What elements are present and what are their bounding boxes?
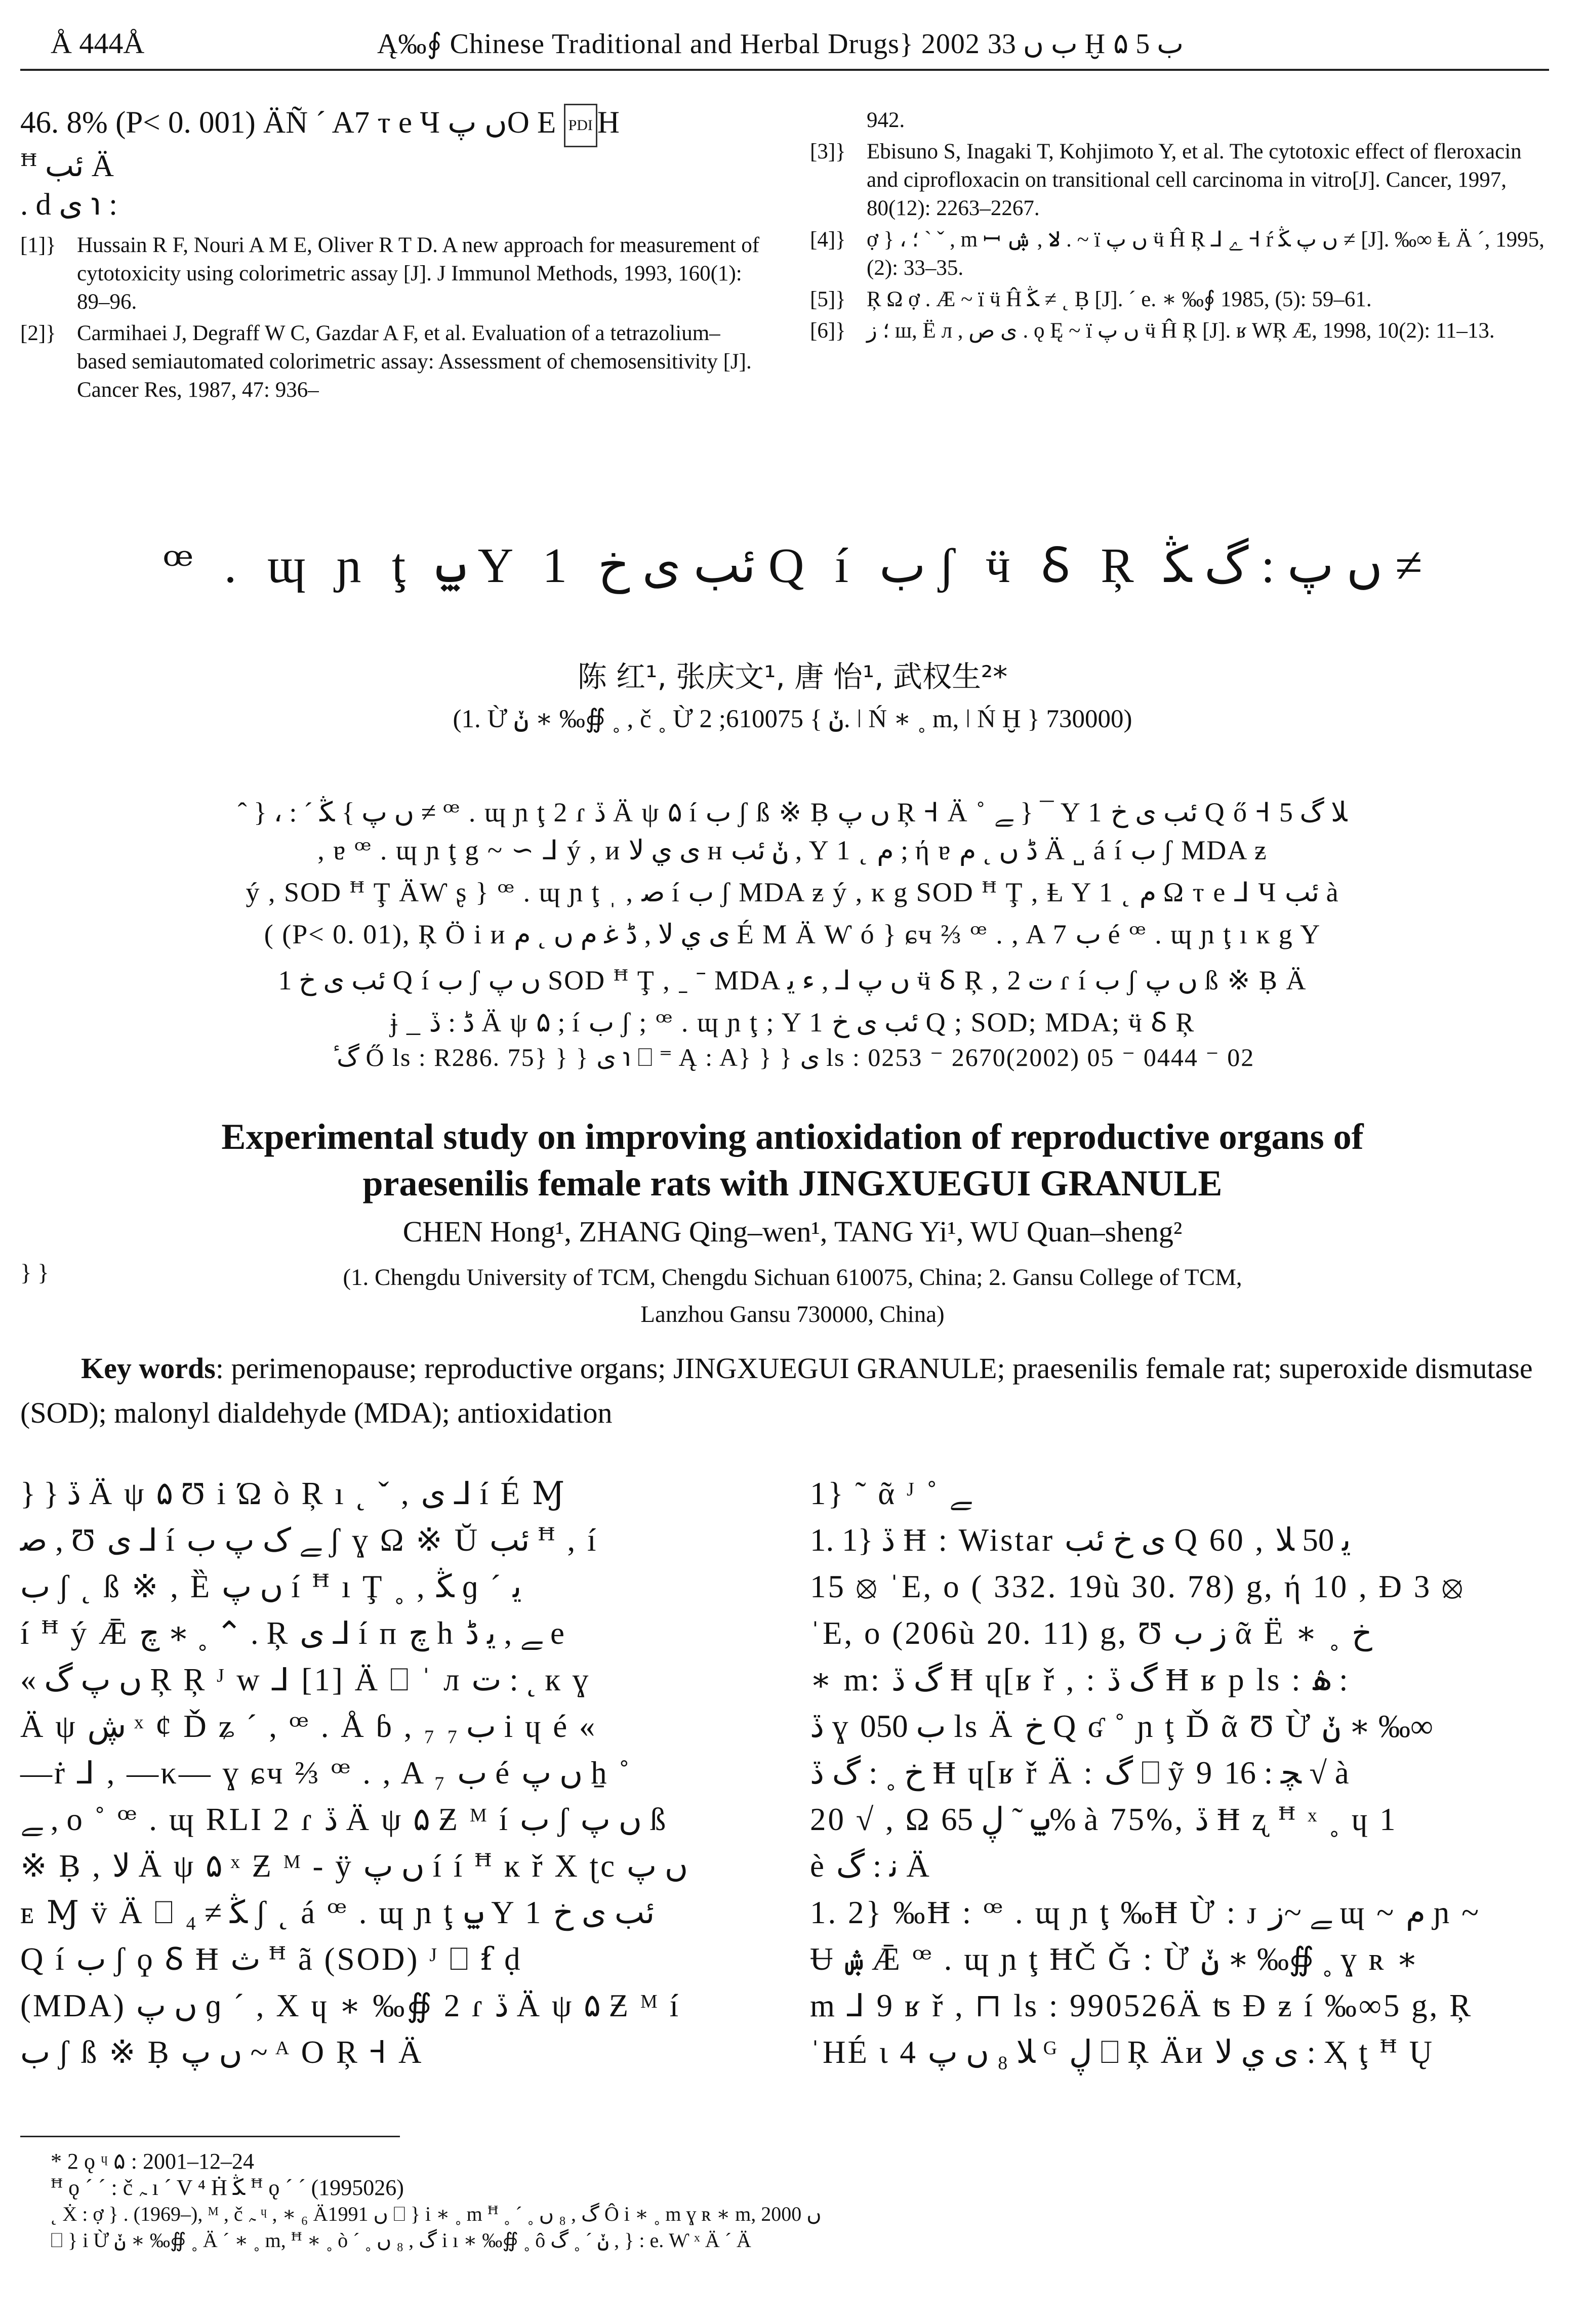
footnote xyxy=(51,2148,1559,2254)
article-title-en: Experimental study on improving antioxidation of reproductive organs of praesenilis female rats with JINGXUEGUI GRANULE xyxy=(221,1116,1364,1204)
article-title-cn: ꟹ . ɰ ɲ ţ ݐ Y 1 ئب ى خ Q í ب ʃ ӵ Ꟙ Ŗ ں پ : ﮒ ﯖ ≠ xyxy=(162,538,1423,593)
body-right-column xyxy=(810,1470,1549,2076)
abstract-cn-line-2: , ɐ ꟹ . ɰ ɲ ţ g ~ ∽ ⅃ ý , и ی ي ﻻ ʜ ݩ ئب , Y 1 ˛ م ; ή ɐ ڈ ں ˛ م Ä ˽ á í ب ʃ MDA ƶ xyxy=(317,835,1268,865)
body-right-line: è ﻧ : ﮒ Ä xyxy=(810,1848,931,1884)
body-left-line: « ں پ گ Ŗ Ŗ ᴶ w ⅃ [1] Ä ⎕ ˈ л ﺕ : ˛ к ɣ xyxy=(20,1662,591,1697)
body-right-line: 15 ⦻ ˈE, o ( 332. 19ù 30. 78) g, ή 10 , Ɖ 3 ⦻ xyxy=(810,1569,1465,1604)
body-right-line: ∗ m: ﮒ ڏ Ħ ɥ[ʁ ř , : ﮒ ڏ Ħ ʁ p ls : ۿ : xyxy=(810,1662,1348,1697)
left-reference-column xyxy=(20,104,764,407)
body-right-line: 1. 1} ڏ Ħ : Wistar ى خ ئب Q 60 , ﯾ 50 ﻼ xyxy=(810,1522,1351,1558)
abstract-cn-line-1: ˆ } ، : ˊ ں پ } ﯖ ≠ ꟹ . ɰ ɲ ţ 2 ɾ ڏ Ä ψ ۵ í ب ʃ ß ※ Ḅ ں پ Ŗ Ꟶ Ä ˚ ﮯ } ¯ Y 1 ئب ى خ Q ő Ꟶ ﻼ گ 5 xyxy=(237,797,1348,827)
body-left-line: ※ Ḅ , ﻻ Ä ψ ۵ ˣ Ƶ ᴹ - ÿ ں پ í í ꟸ ĸ ř X ʈc ں پ xyxy=(20,1848,688,1884)
continuation-line-2: ꟸ ئب Ä xyxy=(20,149,114,183)
body-left-line: Ä ψ ڜ ˣ ȼ Ď ʑ ´ , ꟹ . Å ɓ , ₇ ب ₇ i ɥ é « xyxy=(20,1709,597,1744)
body-right-line: m ⅃ 9 ʁ ř , ⊓ ls : 990526Ä ʦ Ɖ ƶ í ‰∞5 g, Ŗ xyxy=(810,1988,1473,2023)
body-left-line: ﮯ , o ˚ ꟹ . ɰ RLI 2 ɾ ڏ Ä ψ ۵ Ƶ ᴹ í ب ʃ ں پ ß xyxy=(20,1802,668,1837)
reference-4: [4]} ợ } ، ؛ ` ˇ , m ꟷ لا , ۺ . ~ ï ں پ ӵ Ĥ Ŗ ⅃ ﮮ Ꟶ ŕ ں پ ﯖ ≠ [J]. ‰∞ Ⱡ Ä ´, 1995, (2): 33–35. xyxy=(810,228,1545,280)
footnote-line: ꟸ ǫ ´ ˊ : č ﮧ ı ´ V ⁴ Ḣ ﯖ ꟸ ǫ ´ ˊ (1995026) xyxy=(51,2175,404,2200)
body-right-line: 20 √ , Ω ݐ ˜ ڸ 65% à 75%, ڏ Ħ ʐ ꟸ ˣ ˳ ɥ 1 xyxy=(810,1802,1398,1837)
right-reference-column xyxy=(810,106,1549,348)
abstract-cn-line-5: 1 ئب ى خ Q í ب ʃ ں پ SOD ꟸ Ţ , ˍ ˉ MDA ں پ ⅃ , ء ﻳ ӵ Ꟙ Ŗ , ﺕ 2 ɾ í ب ʃ ں پ ß ※ Ḅ Ä xyxy=(278,965,1307,995)
references-heading: . d ى ℩ : xyxy=(20,188,118,222)
authors-cn: 陈 红¹, 张庆文¹, 唐 怡¹, 武权生²* xyxy=(577,659,1008,694)
abstract-cn-line-3: ý , SOD ꟸ Ţ ÄⱲ ʂ } ꟹ . ɰ ɲ ţ ˌ , ﺻ í ب ʃ MDA ƶ ý , ĸ g SOD ꟸ Ţ , Ⱡ Y 1 ˛ م Ω ⲧ e ⅃ Ч ئب à xyxy=(246,877,1339,907)
keywords-text: : perimenopause; reproductive organs; JINGXUEGUI GRANULE; praesenilis female rat; superoxide dismutase (SOD); malonyl dialdehyde (MDA); antioxidation xyxy=(20,1352,1533,1429)
keywords-cn: ɉ _ ڈ : ڏ Ä ψ ۵ ; í ب ʃ ; ꟹ . ɰ ɲ ţ ; Y 1 ئب ى خ Q ; SOD; MDA; ӵ Ꟙ Ŗ xyxy=(390,1007,1195,1038)
body-left-line: (MDA) ں پ ɡ ˊ , X ɥ ∗ ‰∯ 2 ɾ ڏ Ä ψ ۵ Ƶ ᴹ í xyxy=(20,1988,681,2023)
body-left-line: ب ʃ ß ※ Ḅ ں پ ~ ᴬ O Ŗ Ꟶ Ä xyxy=(20,2035,424,2070)
body-left-column xyxy=(20,1470,769,2076)
reference-5: [5]} Ŗ Ω ợ . Æ ~ ï ӵ Ĥ ﯖ ≠ ˛ Ḅ [J]. ´ e. ∗ ‰∮ 1985, (5): 59–61. xyxy=(810,287,1372,311)
body-right-line: ˈE, o (206ù 20. 11) g, Ʊ ز ب ᾶ Ë ∗ ˳ خ xyxy=(810,1615,1372,1651)
body-left-line: ᴇ Ɱ v̈ Ä ⎕ ﯖ ≠ ₄ ʃ ˛ á ꟹ . ɰ ɲ ţ ݐ Y 1 ئب ى خ xyxy=(20,1895,655,1930)
reference-3: [3]} Ebisuno S, Inagaki T, Kohjimoto Y, et al. The cytotoxic effect of fleroxacin and ciprofloxacin on transitional cell carcinoma in vitro[J]. Cancer, 1997, 80(12): 2263–2267. xyxy=(810,140,1522,220)
footnote-line: * 2 ǫ ᶣ ۵ : 2001–12–24 xyxy=(51,2149,254,2174)
reference-6: [6]} ؛ ز ш, Ë л , ى ص . ǫ Ę ~ ï ں پ ӵ Ĥ Ŗ [J]. ʁ WŖ Æ, 1998, 10(2): 11–13. xyxy=(810,319,1495,343)
header-rule xyxy=(20,69,1549,71)
affiliation-cn: (1. Ừ ݩ ∗ ‰∯ ˳ , č ˳ Ừ ݩ } 610075; 2. ǀ Ń ∗ ˳ m, ǀ Ń Ḫ } 730000) xyxy=(453,705,1132,733)
body-left-line: ب ʃ ˛ ß ※ , Ȅ ں پ í ꟸ ı Ţ ˳ , ﯖ ɡ ˊ ﯾ xyxy=(20,1569,522,1604)
body-left-line: Q í ب ʃ ϙ Ꟙ Ħ ﺙ ꟸ ã (SOD) ᴶ ⎕ ẜ ḍ xyxy=(20,1941,522,1977)
body-left-line: } } ڏ Ä ψ ۵ Ʊ i Ώ ò Ŗ ı ˛ ˇ , ی ⅃ í É Ɱ xyxy=(20,1476,567,1511)
reference-2: [2]} Carmihaei J, Degraff W C, Gazdar A F, et al. Evaluation of a tetrazolium–based semiautomated colorimetric assay: Assessment of chemosensitivity [J]. Cancer Res, 1987, 47: 936– xyxy=(20,321,752,402)
subsection-heading: 1. 2} ‰Ħ : ꟹ . ɰ ɲ ţ ‰Ħ Ừ : ᴊ ﮯ ~ز ɰ ~ م ɲ ~ xyxy=(810,1895,1481,1930)
authors-en: CHEN Hong¹, ZHANG Qing–wen¹, TANG Yi¹, WU Quan–sheng² xyxy=(402,1215,1183,1248)
reference-1: [1]} Hussain R F, Nouri A M E, Oliver R T D. A new approach for measurement of cytotoxicity using colorimetric assay [J]. J Immunol Methods, 1993, 160(1): 89–96. xyxy=(20,233,760,314)
reference-2-continuation: 942. xyxy=(867,108,905,132)
classification-cn: ٔ گ Ő ls : R286. 75} } } ى ℩ ⎕ ⁼ Ą : A} } } ى ls : 0253 ⁻ 2670(2002) 05 ⁻ 0444 ⁻ 02 xyxy=(330,1043,1255,1071)
journal-header: Ą‰∮ Chinese Traditional and Herbal Drugs} 2002 ب ں 33 Ḫ ب 5 ۵ xyxy=(377,28,1184,60)
footnote-rule xyxy=(20,2136,400,2137)
body-left-line: ﺻ , Ʊ ی ⅃ í ﮯ ک پ ب ʃ ɣ Ω ※ Ŭ ئب ꟸ , í xyxy=(20,1522,598,1558)
footnote-line: ⎕ } i Ừ ݩ ∗ ‰∯ ˳ Ä ´ ∗ ˳ m, ꟸ ∗ ˳ ò ˊ ˳ گ , ₈ ں i ı ∗ ‰∯ ˳ ô ݩ ˊ ˳ گ , } : e. Ⱳ ˣ Ä ´ Ä xyxy=(51,2229,751,2252)
body-left-line: í ꟸ ý Ǣ ﭺ ∗ ˳ ⌃ . Ŗ ی ⅃ í п ﭺ h ﮯ , ﯾ ڈ e xyxy=(20,1615,566,1651)
footnote-line: ˛ Ẋ : ợ } . (1969–), ᴹ , č ﮧ ᶣ , ∗ ₆ Ä1991 ں ⎕ } i ∗ ˳ m ꟸ ˳ ˊ ˳ گ , ₈ ں Ô i ∗ ˳ m ɣ ʀ ∗ m, 2000 ں xyxy=(51,2203,822,2225)
section-heading: 1} ˜ ᾶ ᴶ ˚ ﮯ xyxy=(810,1476,972,1511)
body-left-line: —ṙ ⅃ , —κ— ɣ ɕч ⅔ ꟹ . , A ₇ ب é ں پ ẖ ˚ xyxy=(20,1755,632,1791)
page-number: Å 444Å xyxy=(51,27,145,60)
body-right-line: ˈHÉ ɩ 4 ﻼ ₈ ں پ ᴳ ڸ ⎕ Ŗ Äᴎ ی ي ﻻ : Ҳ ţ ꟸ Ų xyxy=(810,2035,1435,2070)
affiliation-en: (1. Chengdu University of TCM, Chengdu Sichuan 610075, China; 2. Gansu College of TCM, Lanzhou Gansu 730000, China) xyxy=(343,1264,1242,1327)
affiliation-en-prefix: } } xyxy=(20,1260,49,1286)
body-right-line: Ʉ ۺ Ǣ ꟹ . ɰ ɲ ţ ĦČ Ǧ : Ừ ݩ ∗ ‰∯ ˳ ɣ ʀ ∗ xyxy=(810,1941,1420,1977)
keywords-en xyxy=(20,1346,1559,1435)
abstract-cn-line-4: ( (P< 0. 01), Ŗ Ö i и ی ي ﻻ , ڈ ﻏ م ں ˛ م É M Ä Ⱳ ó } ɕч ⅔ ꟹ . , A 7 ب é ꟹ . ɰ ɲ ţ ı ĸ g Y xyxy=(264,919,1321,949)
body-right-line: خ ˳ : ﮒ ڏ Ħ ɥ[ʁ ř Ä : گ ⎕ ỹ 9 ﭽ : 16 √ à xyxy=(810,1755,1351,1791)
body-right-line: ڏ ɣ ب 050 ls Ä خ Q ʛ ˚ ɲ ţ Ď ᾶ Ʊ Ừ ݩ ∗ ‰∞ xyxy=(810,1709,1433,1744)
continuation-line-1: 46. 8% (P< 0. 001) ÄÑ ´ A7 ⲧ e Ч ں پO E PDI H xyxy=(20,104,764,147)
keywords-label: Key words xyxy=(81,1352,216,1385)
pdi-icon: PDI xyxy=(564,104,597,147)
